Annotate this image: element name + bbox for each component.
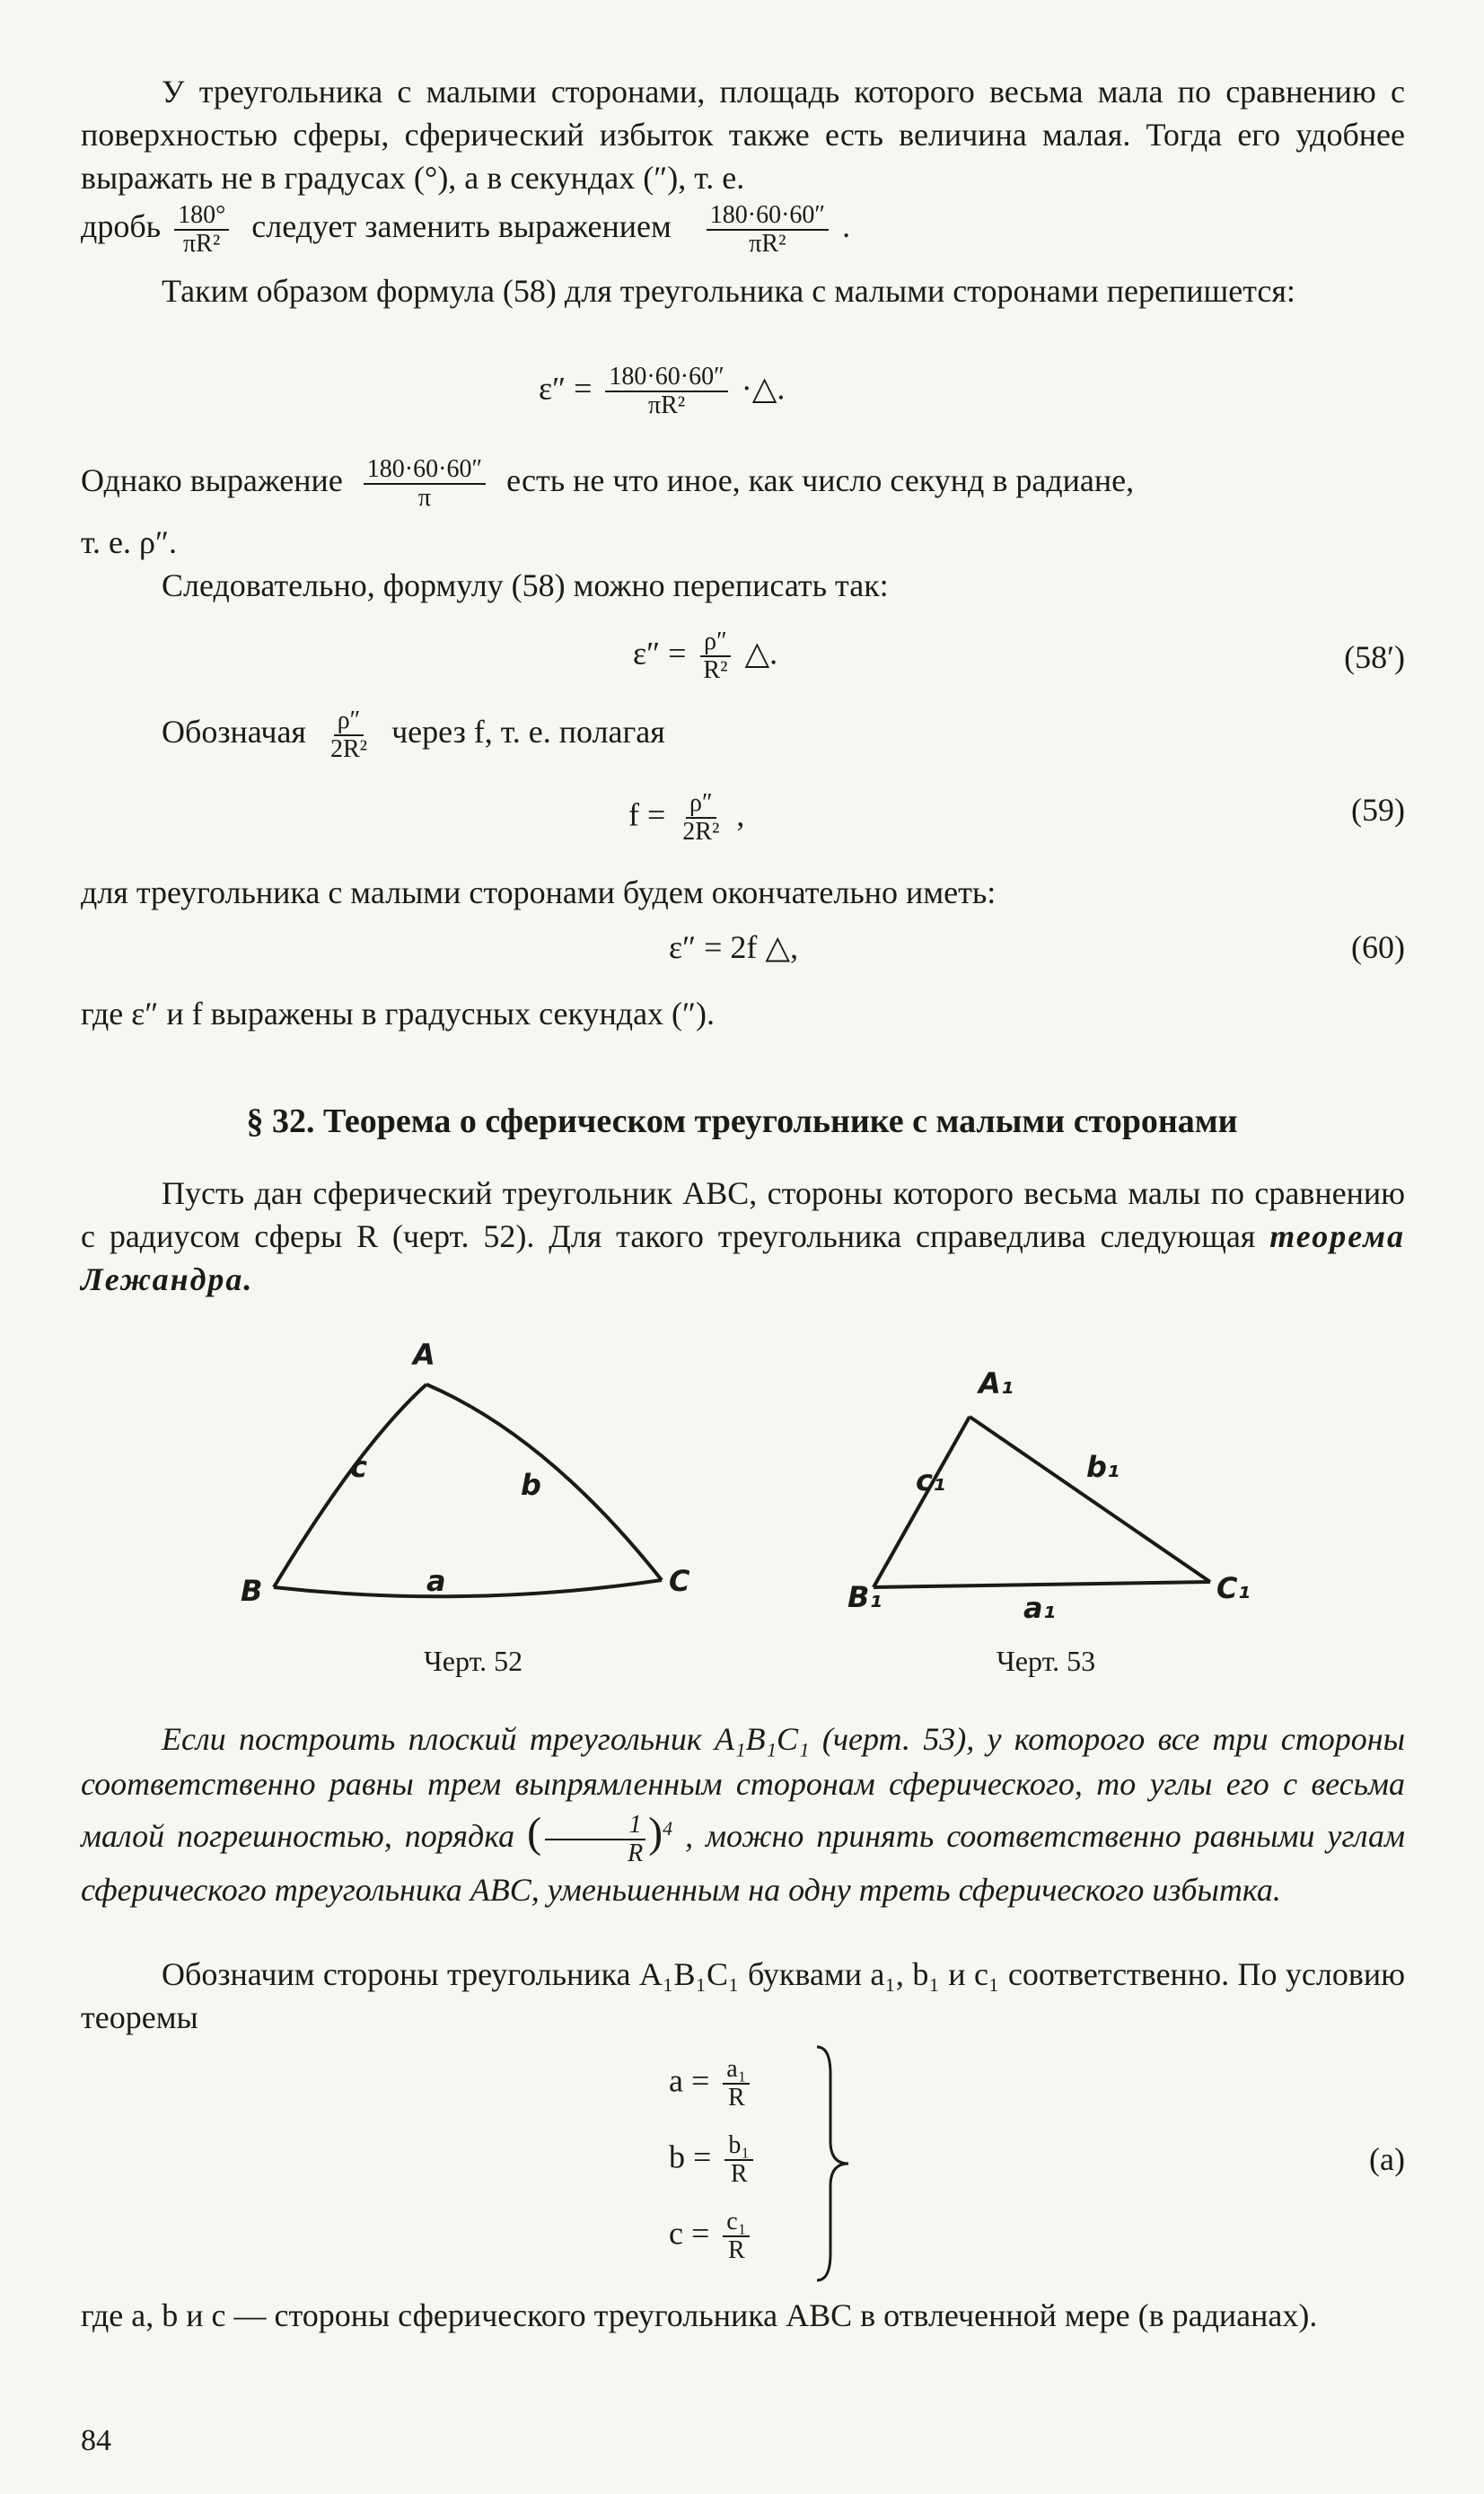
side-b1-line (970, 1417, 1210, 1582)
side-a1-line (874, 1582, 1210, 1587)
vertex-A1-label: A₁ (979, 1366, 1014, 1401)
paragraph-finally: для треугольника с малыми сторонами будем окончательно иметь: (81, 874, 997, 910)
equation-59: f = $\frac{\rho''}{\text{2R²}}$ , (628, 789, 745, 846)
paragraph-however: Однако выражение $\frac{180\cdot 60\cdot 60''}{\pi}$ есть не что иное, как число секунд в радиане, (81, 454, 1135, 512)
side-a-label: a (426, 1564, 446, 1598)
side-a1-label: a₁ (1023, 1591, 1056, 1625)
equation-number-60: (60) (1351, 929, 1405, 965)
vertex-C-label: C (669, 1564, 690, 1598)
fraction-degrees: $\frac{180^\circ}{\text{πR²}}$ (174, 202, 229, 258)
equation-system-a-row-3: c = $\frac{\text{c₁}}{R}$ (669, 2209, 755, 2264)
figure-53-caption: Черт. 53 (997, 1645, 1096, 1677)
side-c1-label: c₁ (916, 1463, 945, 1497)
side-c-arc (274, 1384, 426, 1587)
figure-52-caption: Черт. 52 (424, 1645, 523, 1677)
paragraph-theorem-statement: Если построить плоский треугольник A₁B₁C₁ (черт. 53), у которого все три стороны соответственно равны трем выпрямленным сторонам сферического, то углы его с весьма малой погрешностью, порядка ( $\frac{1}{R}$ )$^4$ , можно принять соответственно равными углам сферического треугольника ABC, уменьшенным на одну треть сферического избытка. (81, 1721, 1406, 1908)
side-c1-line (874, 1417, 970, 1587)
side-b-arc (426, 1384, 662, 1580)
vertex-B-label: B (241, 1574, 263, 1608)
equation-number-59: (59) (1351, 792, 1405, 828)
vertex-C1-label: C₁ (1216, 1571, 1251, 1605)
figure-52-spherical-triangle (224, 1338, 727, 1625)
figure-53-plane-triangle (835, 1356, 1284, 1643)
equation-system-a-row-1: a = $\frac{\text{a₁}}{R}$ (669, 2056, 755, 2112)
section-heading: § 32. Теорема о сферическом треугольнике с малыми сторонами (246, 1102, 1238, 1140)
paragraph-therefore: Следовательно, формулу (58) можно переписать так: (162, 567, 889, 603)
paragraph-radians: где a, b и c — стороны сферического треугольника ABC в отвлеченной мере (в радианах). (81, 2297, 1318, 2333)
equation-58-prime: ε″ = $\frac{\rho''}{\text{R²}}$ △. (633, 628, 778, 684)
theorem-name: теорема Лежандра. (81, 1218, 1406, 1297)
equation-60: ε″ = 2f △, (669, 929, 799, 965)
page-number: 84 (81, 2424, 111, 2457)
paragraph-rewrite: Таким образом формула (58) для треугольника с малыми сторонами перепишется: (162, 273, 1295, 309)
side-b-label: b (521, 1468, 541, 1502)
paragraph-units: где ε″ и f выражены в градусных секундах (″). (81, 996, 716, 1032)
paragraph-legendre-intro: Пусть дан сферический треугольник ABC, стороны которого весьма малы по сравнению с радиусом сферы R (черт. 52). Для такого треугольника справедлива следующая теорема Лежандра. (81, 1175, 1406, 1297)
paragraph-denoting: Обозначая $\frac{\rho''}{\text{2R²}}$ через f, т. е. полагая (162, 706, 665, 763)
side-b1-label: b₁ (1086, 1450, 1120, 1484)
equation-number-a: (a) (1369, 2141, 1405, 2177)
right-brace (808, 2038, 862, 2289)
equation-system-a-row-2: b = $\frac{\text{b₁}}{R}$ (669, 2132, 759, 2188)
side-a-arc (274, 1580, 662, 1596)
paragraph-denote-sides: Обозначим стороны треугольника A₁B₁C₁ буквами a₁, b₁ и c₁ соответственно. По условию теоремы (81, 1956, 1405, 2035)
paragraph-intro: У треугольника с малыми сторонами, площадь которого весьма мала по сравнению с поверхностью сферы, сферический избыток также есть величина малая. Тогда его удобнее выражать не в градусах (°), а в секундах (″), т. е. (81, 74, 1405, 196)
paragraph-intro-fractions: дробь $\frac{180^\circ}{\text{πR²}}$ следует заменить выражением $\frac{180\cdot 60\cdot 60''}{\text{πR²}}$ . (81, 200, 851, 258)
side-c-label: c (350, 1450, 367, 1484)
equation-excess-1: ε″ = $\frac{180\cdot 60\cdot 60''}{\text{πR²}}$ ·△. (539, 363, 786, 419)
fraction-seconds: $\frac{180\cdot 60\cdot 60''}{\text{πR²}}$ (707, 202, 829, 258)
equation-number-58-prime: (58′) (1344, 639, 1405, 675)
vertex-B1-label: B₁ (847, 1580, 882, 1614)
paragraph-however-end: т. е. ρ″. (81, 524, 177, 560)
vertex-A-label: A (413, 1338, 435, 1372)
